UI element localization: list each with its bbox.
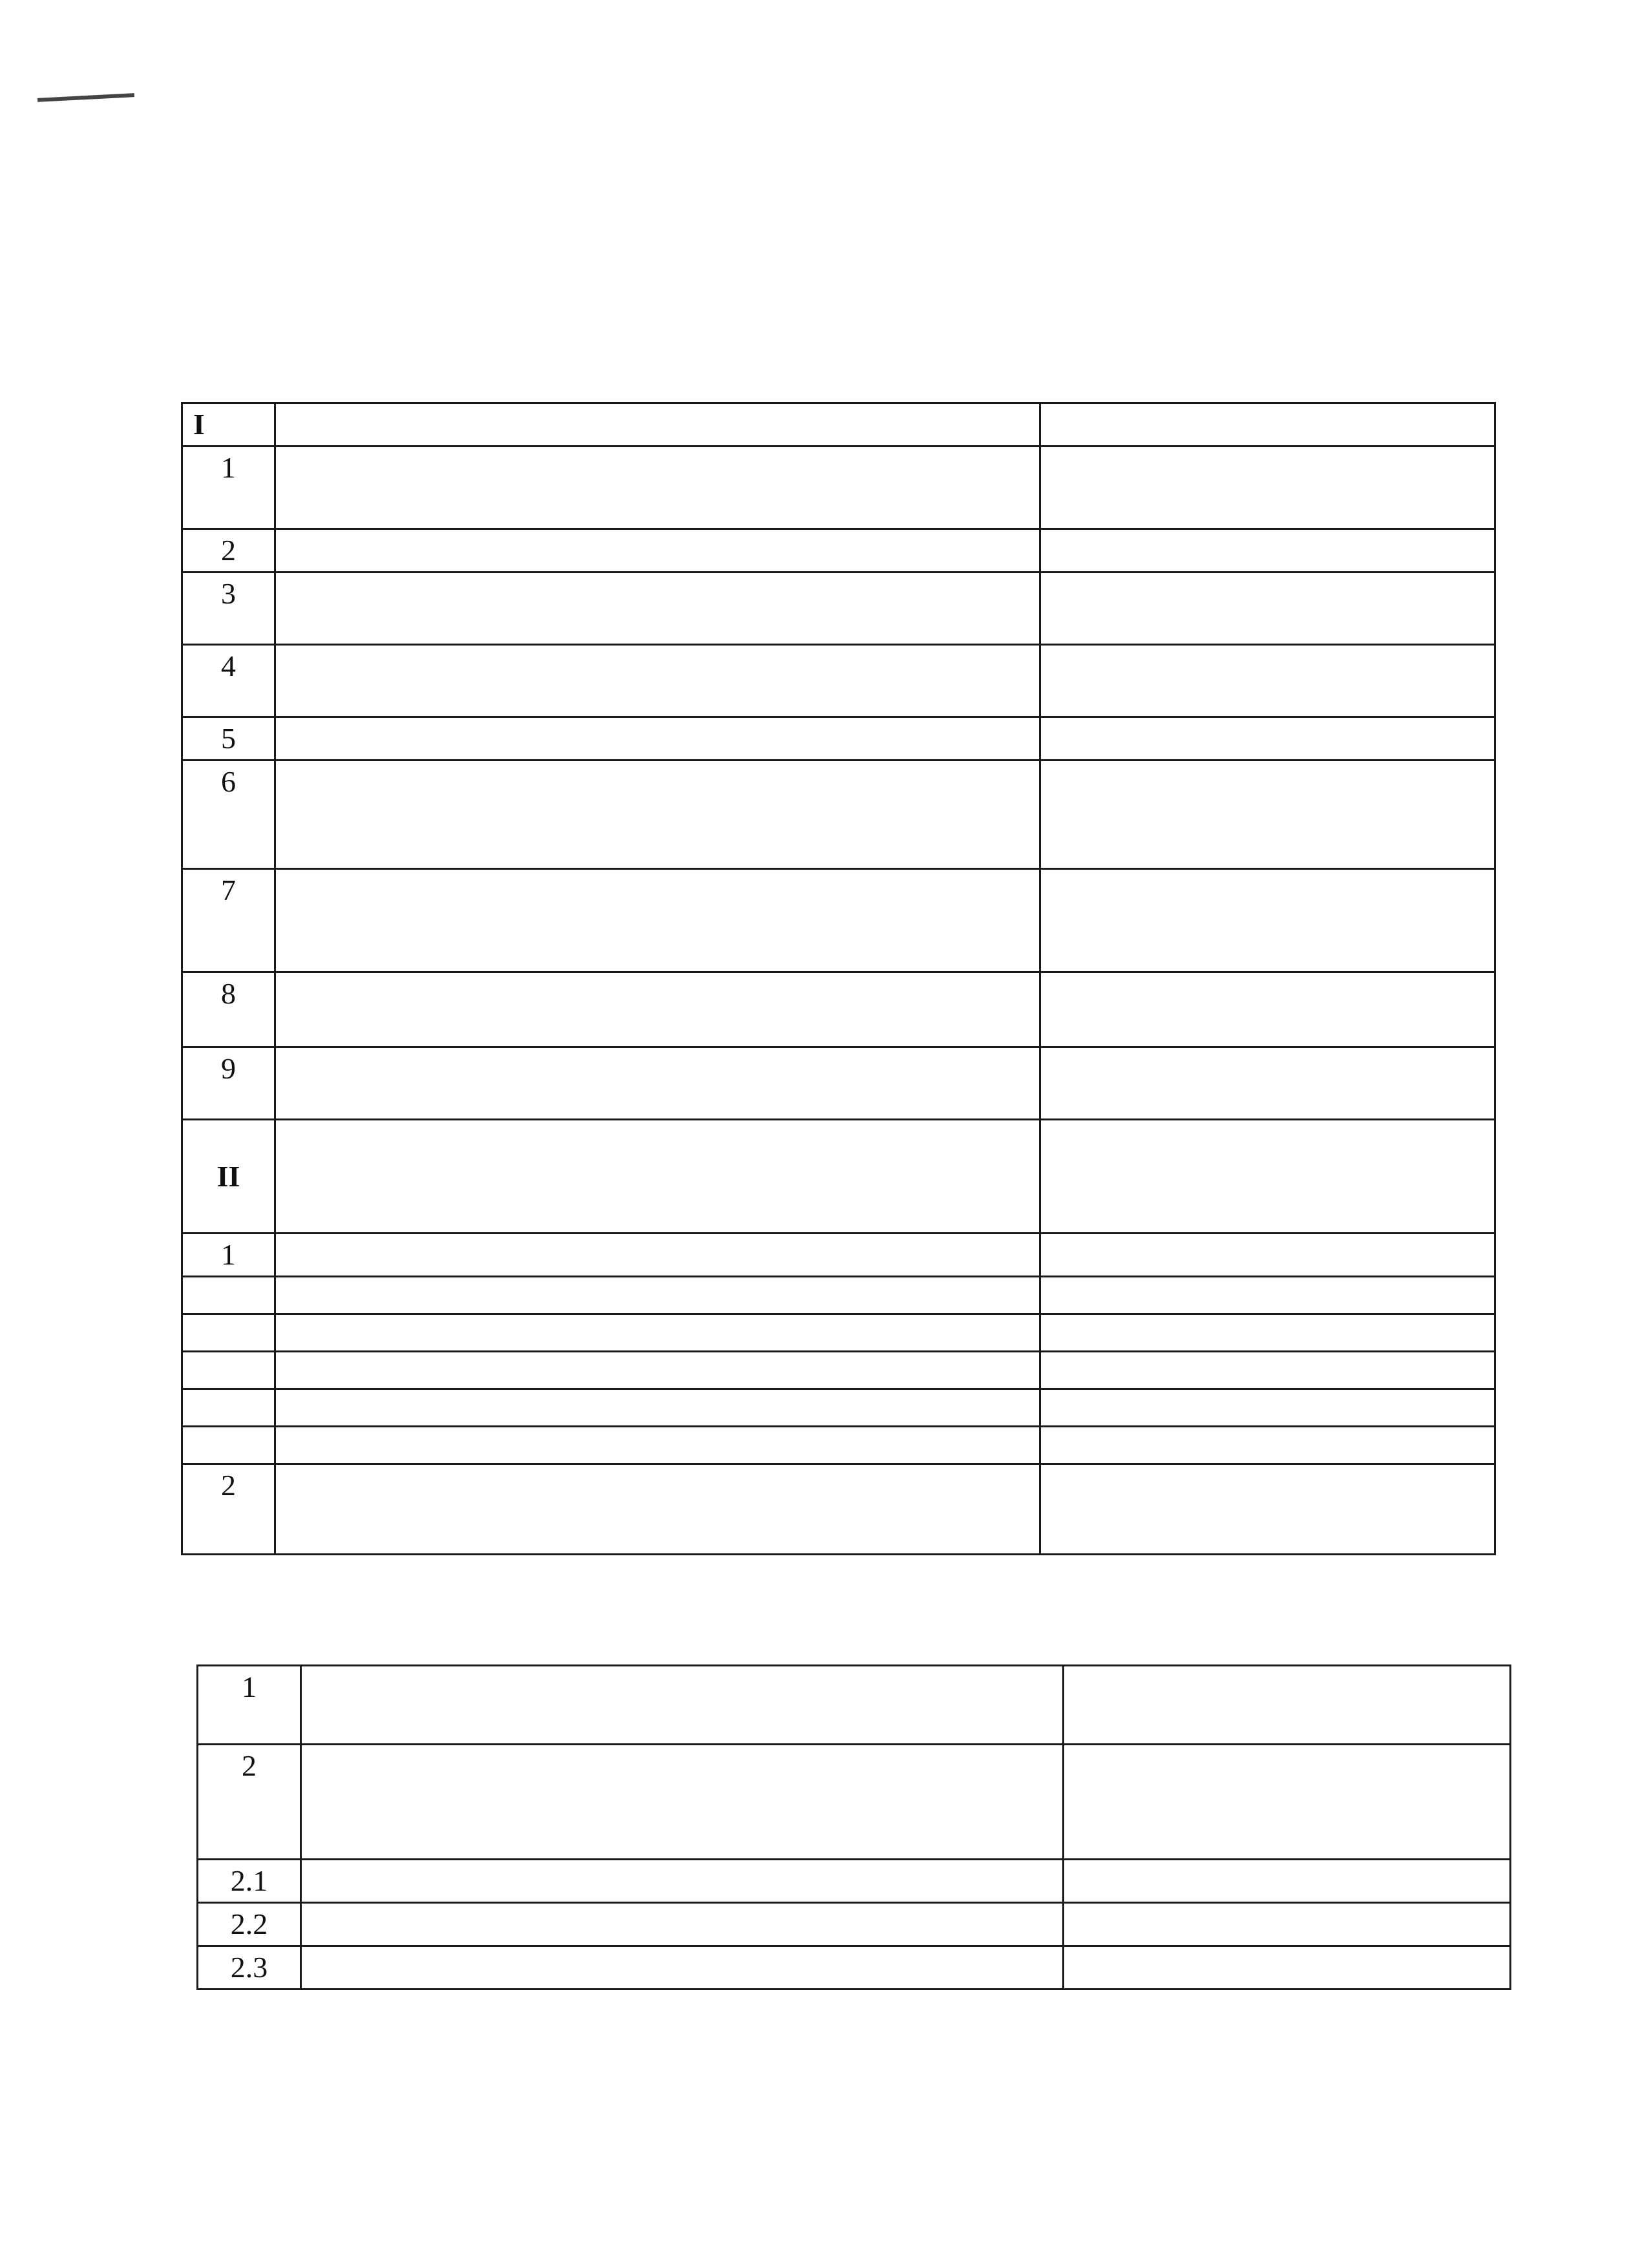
section-2-header-row	[182, 1120, 1495, 1234]
row-label	[275, 1314, 1040, 1352]
row-value	[1040, 1464, 1495, 1555]
row-value	[1040, 717, 1495, 761]
table-row	[182, 1277, 1495, 1314]
row-number: 2.1	[198, 1860, 301, 1903]
row-value	[1064, 1666, 1511, 1745]
row-number: 8	[182, 972, 275, 1047]
row-label	[301, 1946, 1064, 1990]
row-label	[301, 1903, 1064, 1946]
table-row	[182, 1389, 1495, 1427]
row-label	[275, 645, 1040, 717]
section-1-heading	[275, 403, 1040, 446]
row-value	[1040, 572, 1495, 645]
section-1-header-row	[182, 403, 1495, 446]
table-row	[182, 717, 1495, 761]
table-row	[198, 1903, 1511, 1946]
table-row	[182, 1464, 1495, 1555]
row-number	[182, 1352, 275, 1389]
row-value	[1040, 529, 1495, 572]
row-label	[275, 972, 1040, 1047]
row-label	[275, 1047, 1040, 1120]
row-value	[1040, 761, 1495, 869]
row-value	[1040, 1047, 1495, 1120]
row-value	[1040, 1234, 1495, 1277]
row-value	[1064, 1745, 1511, 1860]
table-row	[198, 1745, 1511, 1860]
row-value	[1040, 446, 1495, 529]
row-label	[275, 1464, 1040, 1555]
row-value	[1040, 1352, 1495, 1389]
row-number: 2.3	[198, 1946, 301, 1990]
table-row	[198, 1666, 1511, 1745]
row-number: 1	[182, 446, 275, 529]
table-row	[182, 1047, 1495, 1120]
row-value	[1064, 1946, 1511, 1990]
row-number: 9	[182, 1047, 275, 1120]
row-label	[275, 1234, 1040, 1277]
table-row	[198, 1946, 1511, 1990]
row-number: 3	[182, 572, 275, 645]
row-value	[1064, 1903, 1511, 1946]
row-label	[275, 572, 1040, 645]
table-row	[198, 1860, 1511, 1903]
row-number: 2.2	[198, 1903, 301, 1946]
row-value	[1040, 1277, 1495, 1314]
row-number: 1	[182, 1234, 275, 1277]
row-number	[182, 1389, 275, 1427]
row-label	[275, 1427, 1040, 1464]
row-value	[1040, 972, 1495, 1047]
row-number: 5	[182, 717, 275, 761]
row-value	[1064, 1860, 1511, 1903]
scan-mark	[37, 93, 134, 102]
row-number: 2	[182, 1464, 275, 1555]
row-number	[182, 1427, 275, 1464]
row-number: 2	[198, 1745, 301, 1860]
table-row	[182, 645, 1495, 717]
row-label	[275, 1277, 1040, 1314]
table-row	[182, 972, 1495, 1047]
section-2-header-empty	[1040, 1120, 1495, 1234]
section-1-header-empty	[1040, 403, 1495, 446]
table-row	[182, 446, 1495, 529]
row-value	[1040, 645, 1495, 717]
section-2-roman: II	[182, 1120, 275, 1234]
row-number: 2	[182, 529, 275, 572]
row-label	[275, 717, 1040, 761]
row-number: 4	[182, 645, 275, 717]
row-number	[182, 1314, 275, 1352]
row-label	[301, 1860, 1064, 1903]
table-row	[182, 1234, 1495, 1277]
row-label	[301, 1745, 1064, 1860]
row-label	[275, 529, 1040, 572]
table-row	[182, 529, 1495, 572]
resources-table	[196, 1664, 1511, 1990]
row-label	[275, 1389, 1040, 1427]
table-row	[182, 1314, 1495, 1352]
row-label	[275, 1352, 1040, 1389]
row-number: 6	[182, 761, 275, 869]
table-row	[182, 1352, 1495, 1389]
table-row	[182, 572, 1495, 645]
section-1-roman: I	[182, 403, 275, 446]
row-label	[275, 869, 1040, 972]
general-info-table	[181, 402, 1496, 1555]
row-value	[1040, 1389, 1495, 1427]
table-row	[182, 761, 1495, 869]
row-value	[1040, 1427, 1495, 1464]
section-2-heading	[275, 1120, 1040, 1234]
row-label	[275, 446, 1040, 529]
table-row	[182, 869, 1495, 972]
row-value	[1040, 1314, 1495, 1352]
row-number: 1	[198, 1666, 301, 1745]
row-number	[182, 1277, 275, 1314]
row-label	[275, 761, 1040, 869]
row-label	[301, 1666, 1064, 1745]
row-value	[1040, 869, 1495, 972]
table-row	[182, 1427, 1495, 1464]
row-number: 7	[182, 869, 275, 972]
